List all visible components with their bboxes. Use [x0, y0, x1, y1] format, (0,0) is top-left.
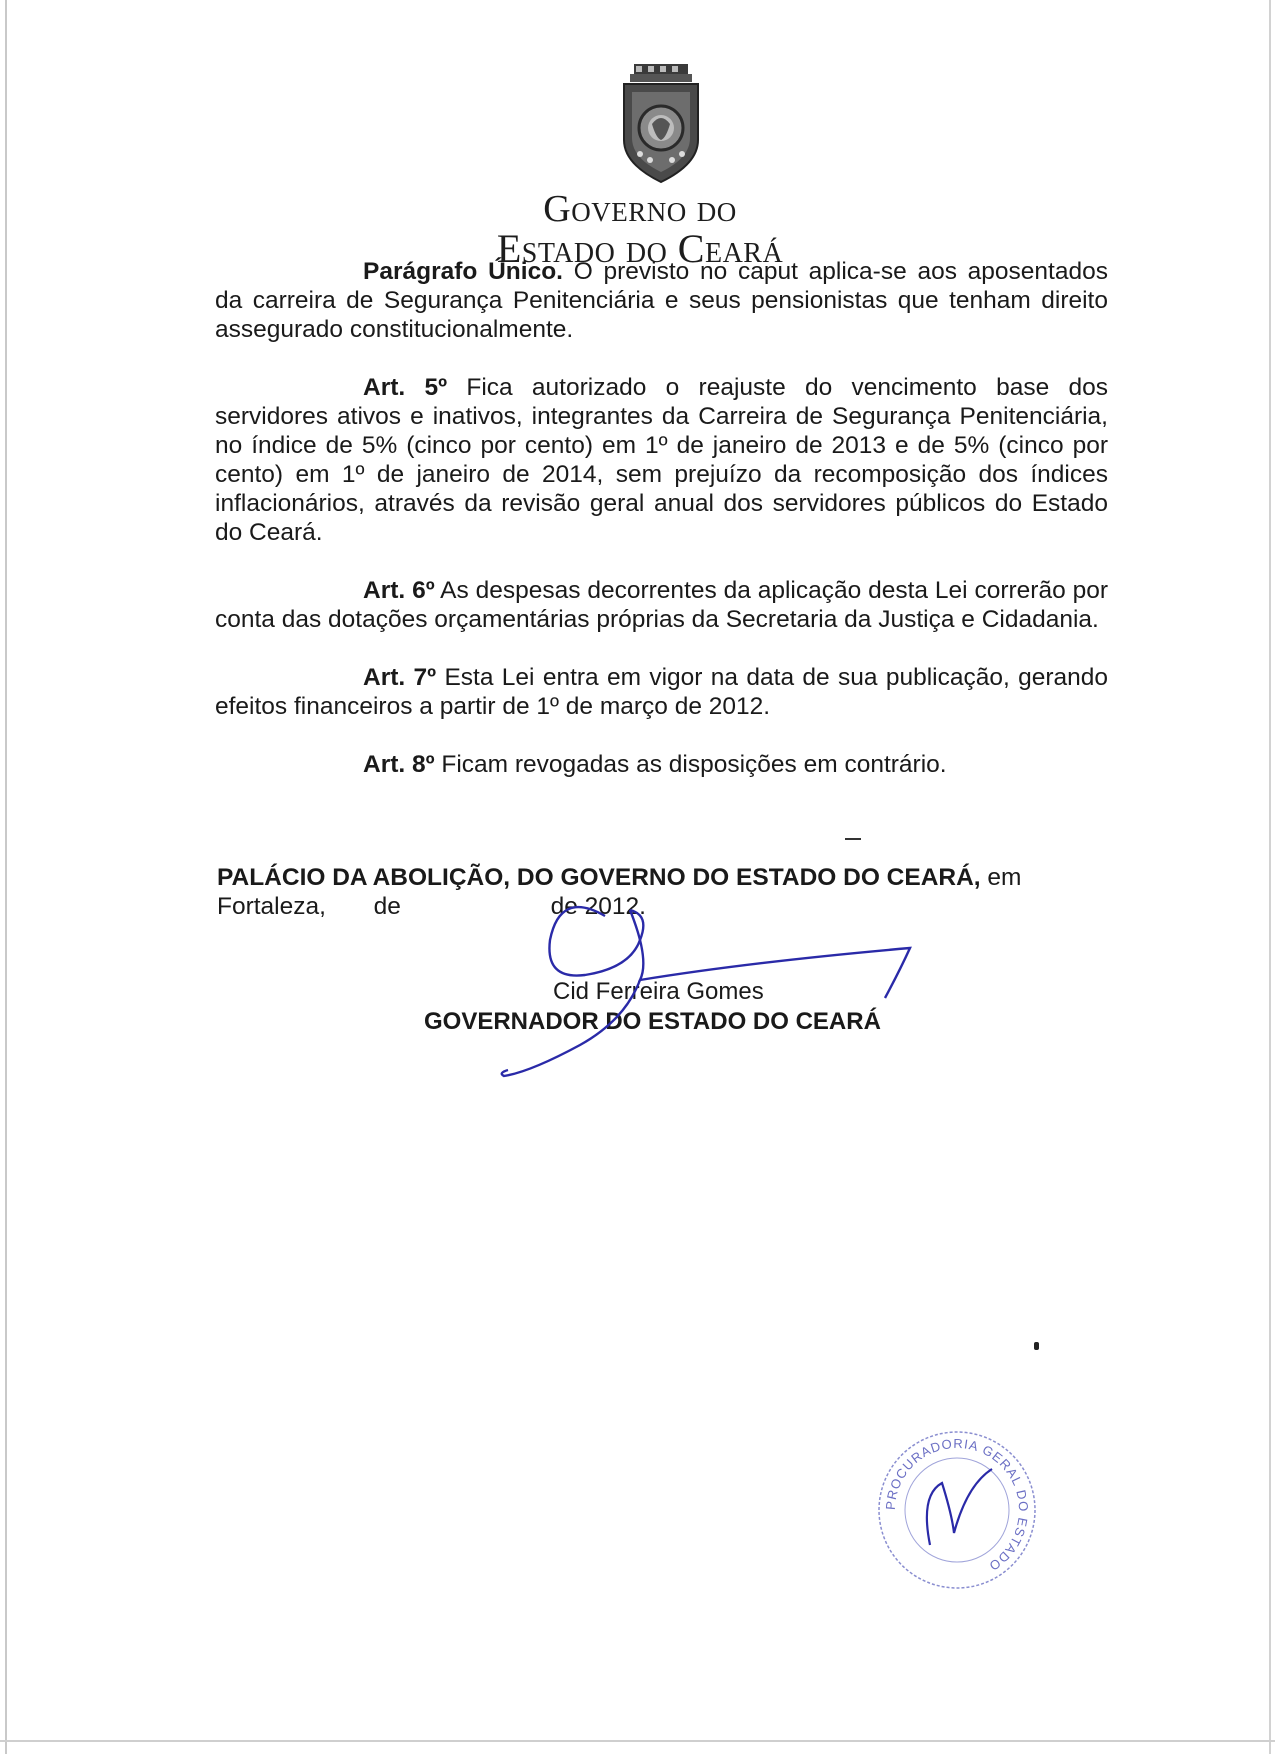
- paragrafo-unico: [215, 257, 1108, 344]
- paragraph-lead: Art. 8º: [363, 751, 435, 778]
- page-edge-right: [1269, 0, 1271, 1754]
- handwritten-signature-icon: [490, 880, 930, 1090]
- article-8: [215, 750, 1108, 779]
- official-stamp-icon: [872, 1425, 1042, 1595]
- document-body: [215, 257, 1108, 779]
- closing-rest: em: [980, 864, 1022, 891]
- paragraph-lead: Parágrafo Único.: [363, 258, 563, 285]
- page-edge-bottom: [0, 1740, 1275, 1742]
- paragraph-text: As despesas decorrentes da aplicação desta Lei correrão por conta das dotações orçamentárias próprias da Secretaria da Justiça e Cidadania.: [215, 577, 1108, 633]
- article-7: [215, 663, 1108, 721]
- pen-mark: [845, 838, 861, 840]
- signatory-title: GOVERNADOR DO ESTADO DO CEARÁ: [424, 1008, 881, 1035]
- article-5: [215, 373, 1108, 547]
- signatory-name: Cid Ferreira Gomes: [553, 978, 764, 1005]
- date-line: Fortaleza, de de 2012.: [217, 893, 646, 920]
- paragraph-text: O previsto no caput aplica-se aos aposentados da carreira de Segurança Penitenciária e seus pensionistas que tenham direito assegurado constitucionalmente.: [215, 258, 1108, 343]
- closing-lead: PALÁCIO DA ABOLIÇÃO, DO GOVERNO DO ESTADO DO CEARÁ,: [217, 864, 981, 891]
- paragraph-lead: Art. 7º: [363, 664, 437, 691]
- paragraph-text: Esta Lei entra em vigor na data de sua publicação, gerando efeitos financeiros a partir de 1º de março de 2012.: [215, 664, 1109, 720]
- letterhead: [430, 188, 850, 271]
- page-edge-left: [5, 0, 7, 1754]
- paragraph-lead: Art. 6º: [363, 577, 435, 604]
- letterhead-line-1: Governo do: [543, 188, 737, 230]
- stamp-text: PROCURADORIA GERAL DO ESTADO: [882, 1435, 1032, 1575]
- paragraph-text: Fica autorizado o reajuste do vencimento base dos servidores ativos e inativos, integrantes da Carreira de Segurança Penitenciária, no índice de 5% (cinco por cento) em 1º de janeiro de 2013 e de 5% (cinco por cento) em 1º de janeiro de 2014, sem prejuízo da recomposição dos índices inflacionários, através da revisão geral anual dos servidores públicos do Estado do Ceará.: [215, 374, 1109, 546]
- ink-dot: [1034, 1342, 1039, 1350]
- state-crest-icon: [616, 62, 706, 184]
- letterhead-line-2: Estado do Ceará: [496, 226, 784, 271]
- paragraph-lead: Art. 5º: [363, 374, 448, 401]
- article-6: [215, 576, 1108, 634]
- paragraph-text: Ficam revogadas as disposições em contrário.: [434, 751, 947, 778]
